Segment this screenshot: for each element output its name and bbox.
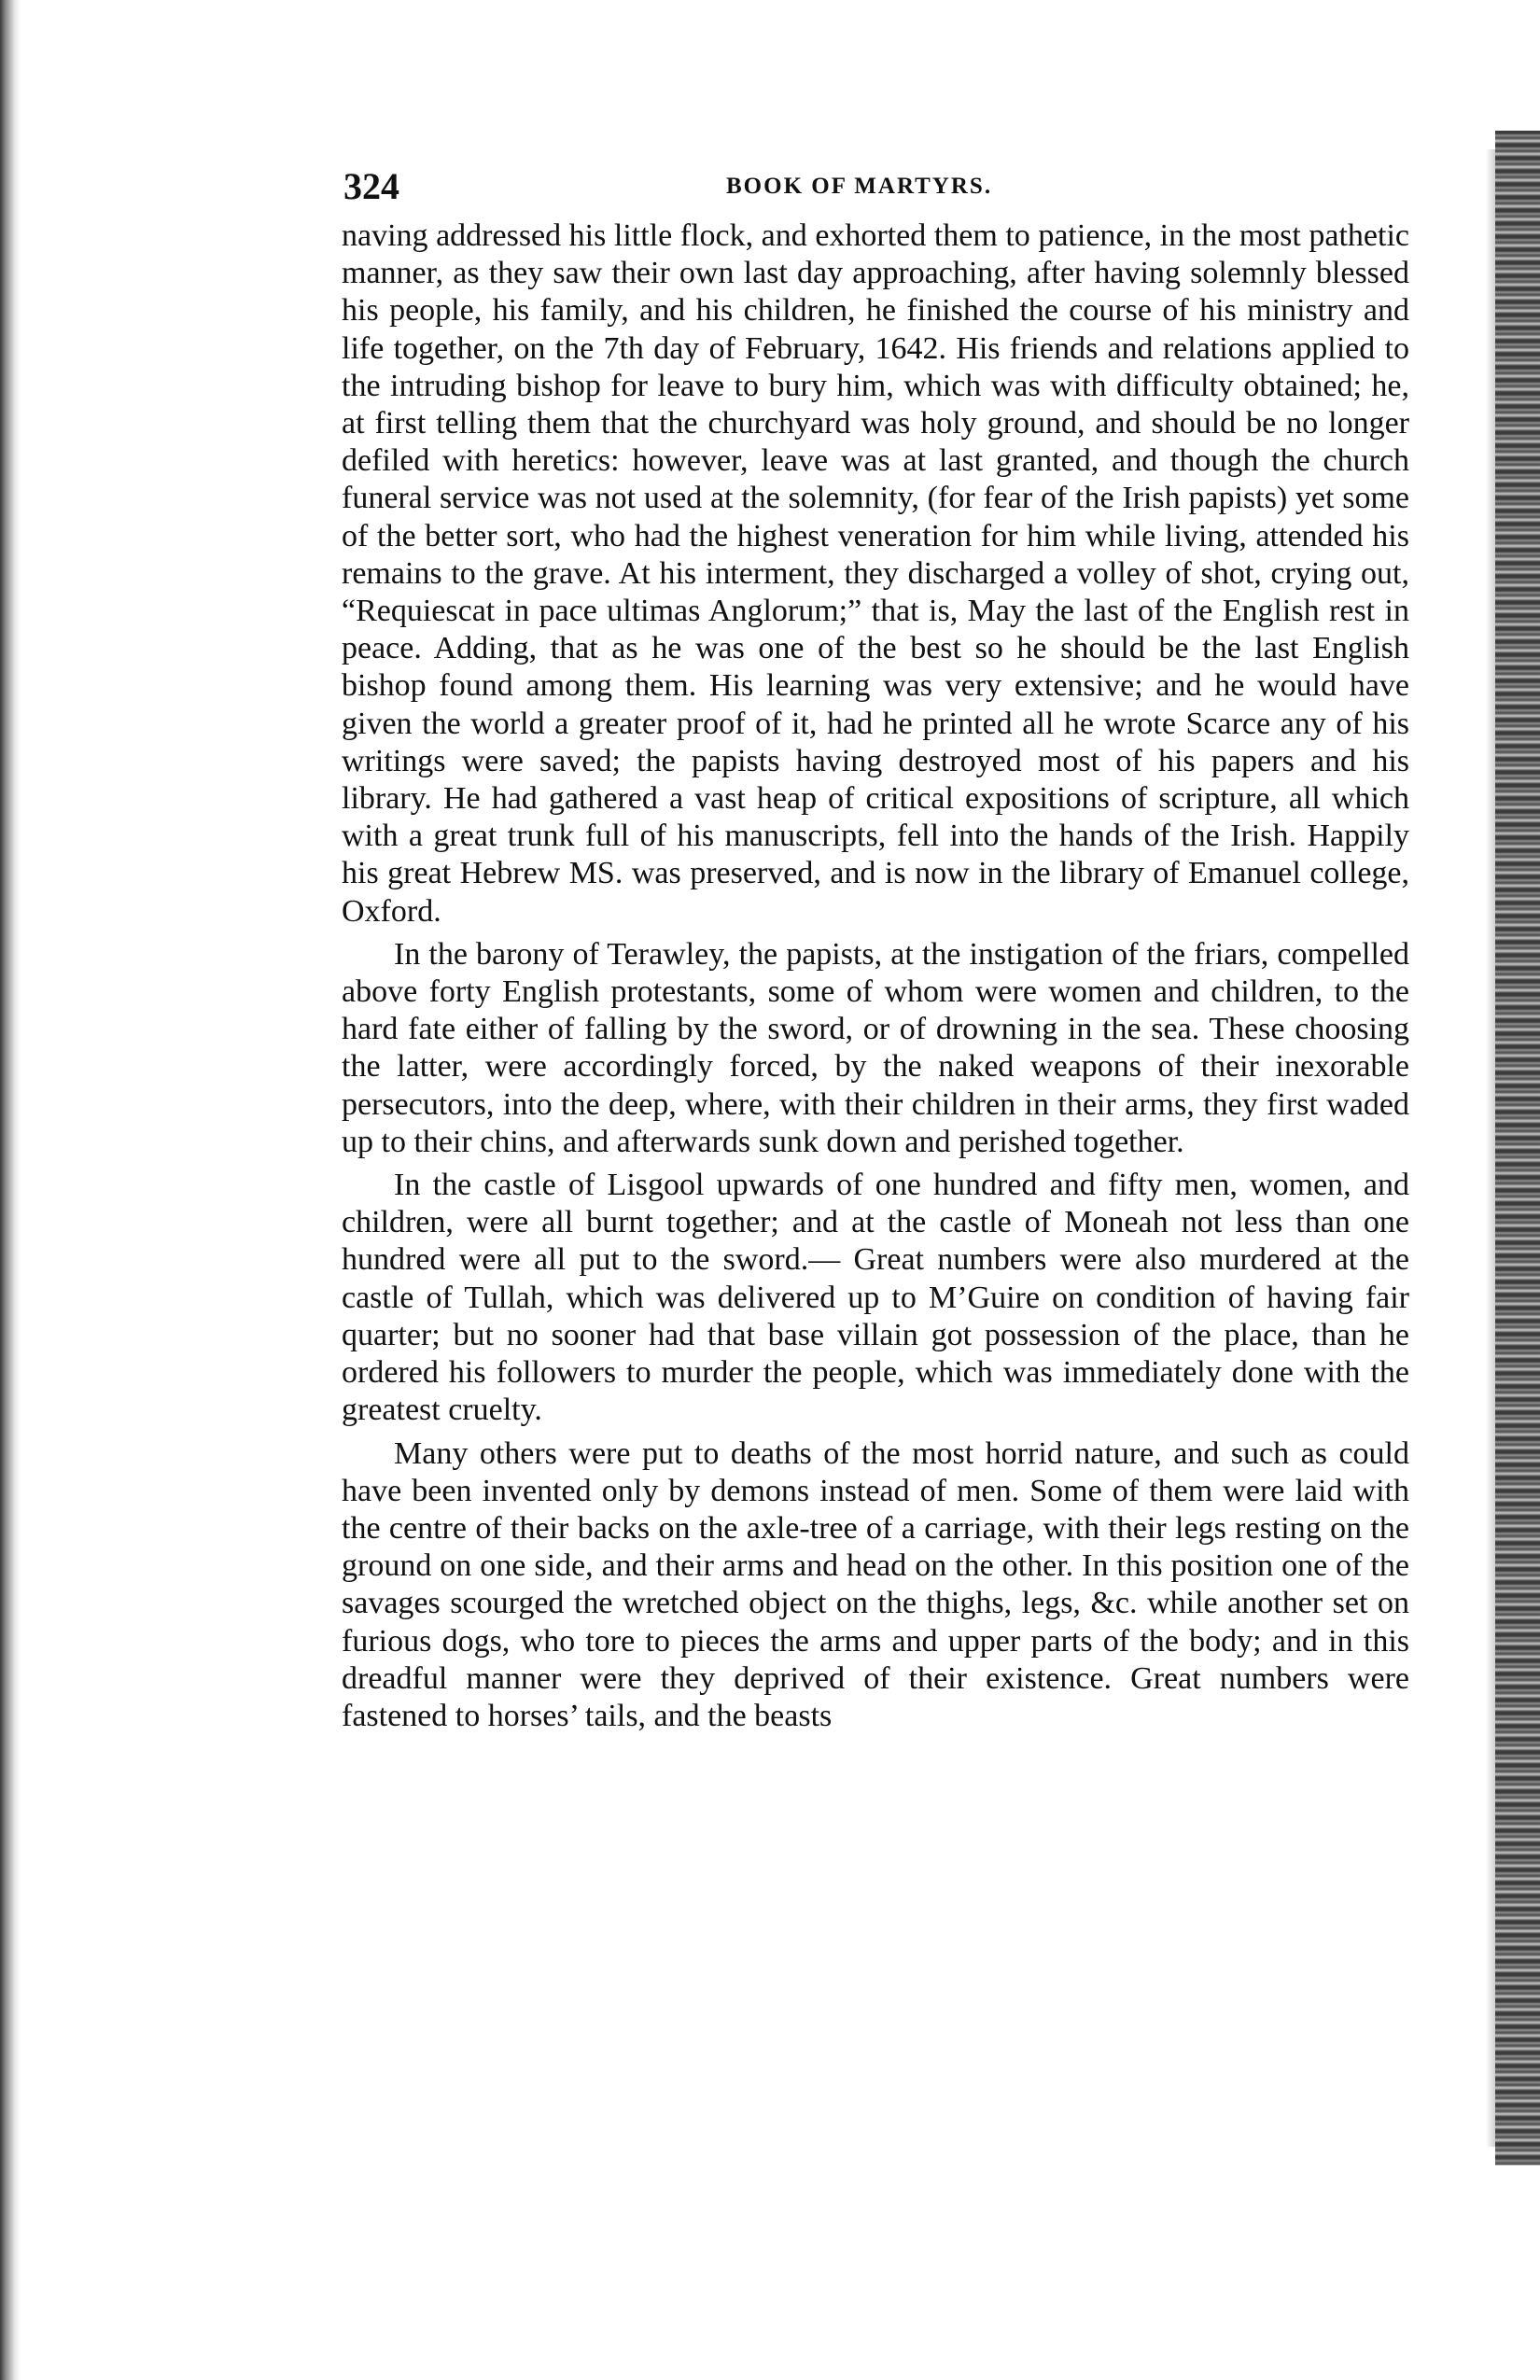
page-number: 324 xyxy=(343,165,399,207)
body-text xyxy=(342,217,1409,1735)
running-head: BOOK OF MARTYRS. xyxy=(726,174,993,199)
page-header xyxy=(343,164,1400,211)
paragraph-2: In the barony of Terawley, the papists, at the instigation of the friars, compelled above forty English protestants, some of whom were women and children, to the hard fate either of falling by the sword, or of drowning in the sea. These choosing the latter, were accordingly forced, by the naked weapons of their inexorable persecutors, into the deep, where, with their children in their arms, they first waded up to their chins, and afterwards sunk down and perished together. xyxy=(342,936,1409,1159)
paragraph-4: Many others were put to deaths of the most horrid nature, and such as could have been invented only by demons instead of men. Some of them were laid with the centre of their backs on the axle-tree of a carriage, with their legs resting on the ground on one side, and their arms and head on the other. In this position one of the savages scourged the wretched object on the thighs, legs, &c. while another set on furious dogs, who tore to pieces the arms and upper parts of the body; and in this dreadful manner were they deprived of their existence. Great numbers were fastened to horses’ tails, and the beasts xyxy=(342,1435,1409,1733)
paragraph-1: naving addressed his little flock, and exhorted them to patience, in the most pathetic manner, as they saw their own last day approaching, after having solemnly blessed his people, his family, and his children, he finished the course of his ministry and life together, on the 7th day of February, 1642. His friends and relations applied to the intruding bishop for leave to bury him, which was with difficulty obtained; he, at first telling them that the churchyard was holy ground, and should be no longer defiled with heretics: however, leave was at last granted, and though the church funeral service was not used at the solemnity, (for fear of the Irish papists) yet some of the better sort, who had the highest veneration for him while living, attended his remains to the grave. At his interment, they discharged a volley of shot, crying out, “Requiescat in pace ultimas Anglorum;” that is, May the last of the English rest in peace. Adding, that as he was one of the best so he should be the last English bishop found among them. His learning was very extensive; and he would have given the world a greater proof of it, had he printed all he wrote Scarce any of his writings were saved; the papists having destroyed most of his papers and his library. He had gathered a vast heap of critical expositions of scripture, all which with a great trunk full of his manuscripts, fell into the hands of the Irish. Happily his great Hebrew MS. was preserved, and is now in the library of Emanuel college, Oxford. xyxy=(342,218,1409,929)
paragraph-3: In the castle of Lisgool upwards of one hundred and fifty men, women, and children, were all burnt together; and at the castle of Moneah not less than one hundred were all put to the sword.— Great numbers were also murdered at the castle of Tullah, which was delivered up to M’Guire on condition of having fair quarter; but no sooner had that base villain got possession of the place, than he ordered his followers to murder the people, which was immediately done with the greatest cruelty. xyxy=(342,1168,1409,1428)
binding-shadow xyxy=(0,0,21,2380)
page-edge-fade xyxy=(1486,149,1495,2147)
page-edge-scan-artifact xyxy=(1495,131,1540,2165)
